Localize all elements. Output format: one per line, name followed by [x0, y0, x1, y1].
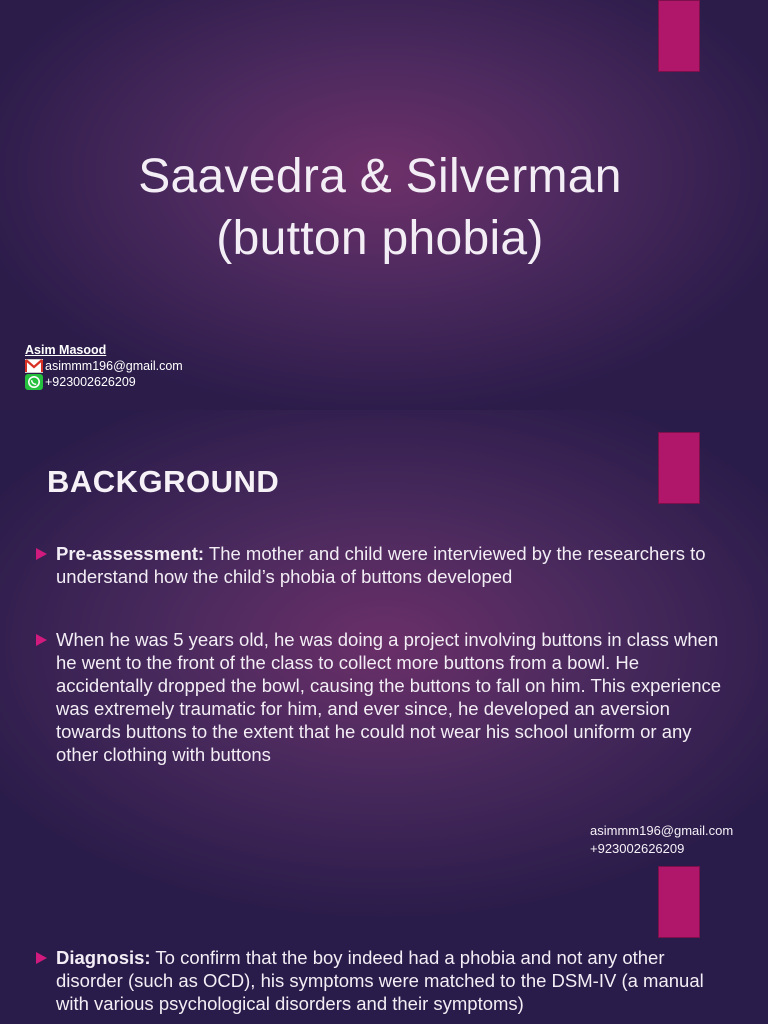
bullet-label: Diagnosis: [56, 947, 151, 968]
title-line-2: (button phobia) [216, 212, 544, 265]
title-line-1: Saavedra & Silverman [138, 150, 622, 203]
bullet-label: Pre-assessment: [56, 543, 205, 564]
accent-bar [658, 866, 700, 938]
bullet-pre-assessment [36, 542, 736, 588]
bullet-arrow-icon [36, 548, 47, 560]
corner-phone: +923002626209 [590, 841, 685, 856]
bullet-history [36, 628, 736, 766]
corner-contact [590, 822, 733, 858]
accent-bar [658, 432, 700, 504]
section-heading: BACKGROUND [47, 464, 280, 499]
corner-email[interactable]: asimmm196@gmail.com [590, 823, 734, 838]
email-row [25, 358, 183, 374]
bullet-list [36, 542, 736, 806]
author-name: Asim Masood [25, 343, 107, 357]
bullet-diagnosis [36, 946, 736, 1015]
bullet-text: When he was 5 years old, he was doing a project involving buttons in class when he went to the front of the class to collect more buttons from a bowl. He accidentally dropped the bowl, causing the buttons to fall on him. This experience was extremely traumatic for him, and ever since, he developed an aversion towards buttons to the extent that he could not wear his school uniform or any other clothing with buttons [56, 629, 722, 765]
background-slide [0, 410, 768, 1024]
slide-title [40, 146, 720, 270]
email-text[interactable]: asimmm196@gmail.com [45, 359, 183, 373]
bullet-text: To confirm that the boy indeed had a phobia and not any other disorder (such as OCD), his symptoms were matched to the DSM-IV (a manual with various psychological disorders and their symptoms) [56, 947, 704, 1014]
bullet-arrow-icon [36, 952, 47, 964]
bullet-arrow-icon [36, 634, 47, 646]
author-contact [25, 342, 183, 390]
phone-text: +923002626209 [45, 375, 136, 389]
phone-row [25, 374, 183, 390]
accent-bar [658, 0, 700, 72]
title-slide [0, 0, 768, 410]
bullet-text: The mother and child were interviewed by the researchers to understand how the child’s phobia of buttons developed [56, 543, 706, 587]
gmail-icon [25, 358, 43, 374]
bullet-list-diagnosis [36, 946, 736, 1024]
whatsapp-icon [25, 374, 43, 390]
